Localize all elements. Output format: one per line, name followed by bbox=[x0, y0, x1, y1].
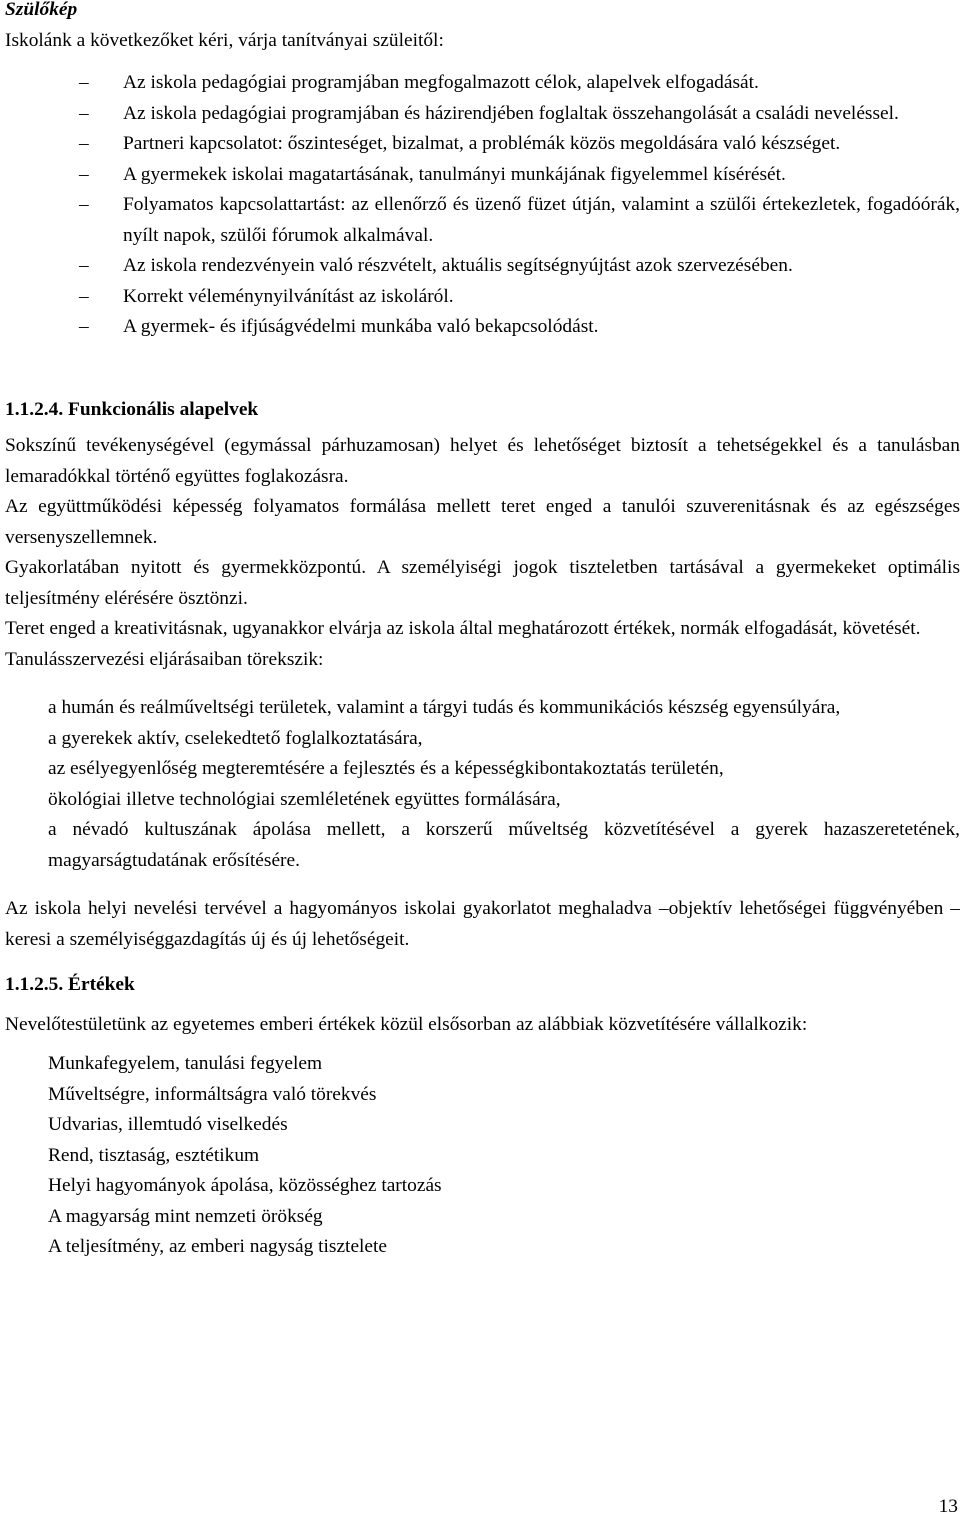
list-item: – Az iskola rendezvényein való részvételt, aktuális segítségnyújtást azok szervezésében. bbox=[123, 251, 960, 282]
paragraph: Tanulásszervezési eljárásaiban törekszik: bbox=[5, 648, 324, 670]
list-item: az esélyegyenlőség megteremtésére a fejlesztés és a képességkibontakoztatás területén, bbox=[48, 758, 724, 779]
dash-bullet: – bbox=[79, 163, 89, 185]
list-item: Helyi hagyományok ápolása, közösséghez tartozás bbox=[48, 1175, 442, 1196]
parent-section-title: Szülőkép bbox=[5, 0, 78, 20]
list-item: Munkafegyelem, tanulási fegyelem bbox=[48, 1053, 323, 1074]
paragraph: Teret enged a kreativitásnak, ugyanakkor elvárja az iskola által meghatározott értékek, normák elfogadását, követését. bbox=[5, 618, 921, 639]
dash-bullet: – bbox=[79, 194, 89, 215]
page-number: 13 bbox=[938, 1496, 958, 1517]
paragraph: Gyakorlatában nyitott és gyermekközpontú. A személyiségi jogok tiszteletben tartásával a gyermekeket optimális teljesítmény elérésére ösztönzi. bbox=[5, 557, 960, 609]
list-item: – A gyermek- és ifjúságvédelmi munkába való bekapcsolódást. bbox=[123, 312, 960, 343]
functional-section-heading bbox=[5, 395, 960, 426]
list-item: A magyarság mint nemzeti örökség bbox=[48, 1205, 323, 1227]
list-item: – A gyermekek iskolai magatartásának, tanulmányi munkájának figyelemmel kísérését. bbox=[123, 160, 960, 191]
learning-aims-list bbox=[5, 693, 960, 876]
dash-bullet: – bbox=[79, 285, 89, 307]
section-title: Értékek bbox=[68, 974, 135, 995]
paragraph: Az együttműködési képesség folyamatos formálása mellett teret enged a tanulói szuverenitásnak és az egészséges versenyszellemnek. bbox=[5, 496, 960, 548]
list-item: – Az iskola pedagógiai programjában megfogalmazott célok, alapelvek elfogadását. bbox=[123, 68, 960, 99]
dash-bullet: – bbox=[79, 316, 89, 337]
dash-bullet: – bbox=[79, 72, 89, 93]
dash-bullet: – bbox=[79, 102, 89, 124]
list-item: – Folyamatos kapcsolattartást: az ellenőrző és üzenő füzet útján, valamint a szülői értekezletek, fogadóórák, nyílt napok, szülői fórumok alkalmával. bbox=[123, 190, 960, 251]
list-item: – Partneri kapcsolatot: őszinteséget, bizalmat, a problémák közös megoldására való készséget. bbox=[123, 129, 960, 160]
closing-paragraph: Az iskola helyi nevelési tervével a hagyományos iskolai gyakorlatot meghaladva –objektív lehetőségei függvényében – keresi a személyiséggazdagítás új és új lehetőségeit. bbox=[5, 898, 960, 950]
list-item: a gyerekek aktív, cselekedtető foglalkoztatására, bbox=[48, 727, 423, 749]
dash-bullet: – bbox=[79, 133, 89, 154]
section-number: 1.1.2.4. bbox=[5, 398, 64, 420]
list-item: Műveltségre, informáltságra való törekvés bbox=[48, 1083, 377, 1105]
dash-bullet: – bbox=[79, 255, 89, 276]
list-item: a humán és reálműveltségi területek, valamint a tárgyi tudás és kommunikációs készség egyensúlyára, bbox=[48, 697, 841, 718]
values-section-heading bbox=[5, 970, 960, 1001]
list-item: Udvarias, illemtudó viselkedés bbox=[48, 1114, 288, 1135]
section-number: 1.1.2.5. bbox=[5, 974, 64, 995]
section-title: Funkcionális alapelvek bbox=[68, 398, 259, 420]
values-intro: Nevelőtestületünk az egyetemes emberi értékek közül elsősorban az alábbiak közvetítésére vállalkozik: bbox=[5, 1013, 808, 1035]
list-item: – Korrekt véleménynyilvánítást az iskoláról. bbox=[123, 282, 960, 313]
parent-section-intro: Iskolánk a következőket kéri, várja tanítványai szüleitől: bbox=[5, 29, 444, 51]
parent-expectations-list bbox=[5, 68, 960, 343]
list-item: Rend, tisztaság, esztétikum bbox=[48, 1144, 260, 1166]
document-page bbox=[5, 0, 960, 1263]
values-list bbox=[5, 1049, 960, 1263]
list-item: A teljesítmény, az emberi nagyság tisztelete bbox=[48, 1236, 388, 1257]
list-item: – Az iskola pedagógiai programjában és házirendjében foglaltak összehangolását a családi neveléssel. bbox=[123, 99, 960, 130]
list-item: ökológiai illetve technológiai szemléletének együttes formálására, bbox=[48, 788, 561, 810]
list-item: a névadó kultuszának ápolása mellett, a korszerű műveltség közvetítésével a gyerek hazaszeretetének, magyarságtudatának erősítésére. bbox=[48, 819, 960, 871]
paragraph: Sokszínű tevékenységével (egymással párhuzamosan) helyet és lehetőséget biztosít a tehetségekkel és a tanulásban lemaradókkal történő együttes foglakozásra. bbox=[5, 435, 960, 487]
